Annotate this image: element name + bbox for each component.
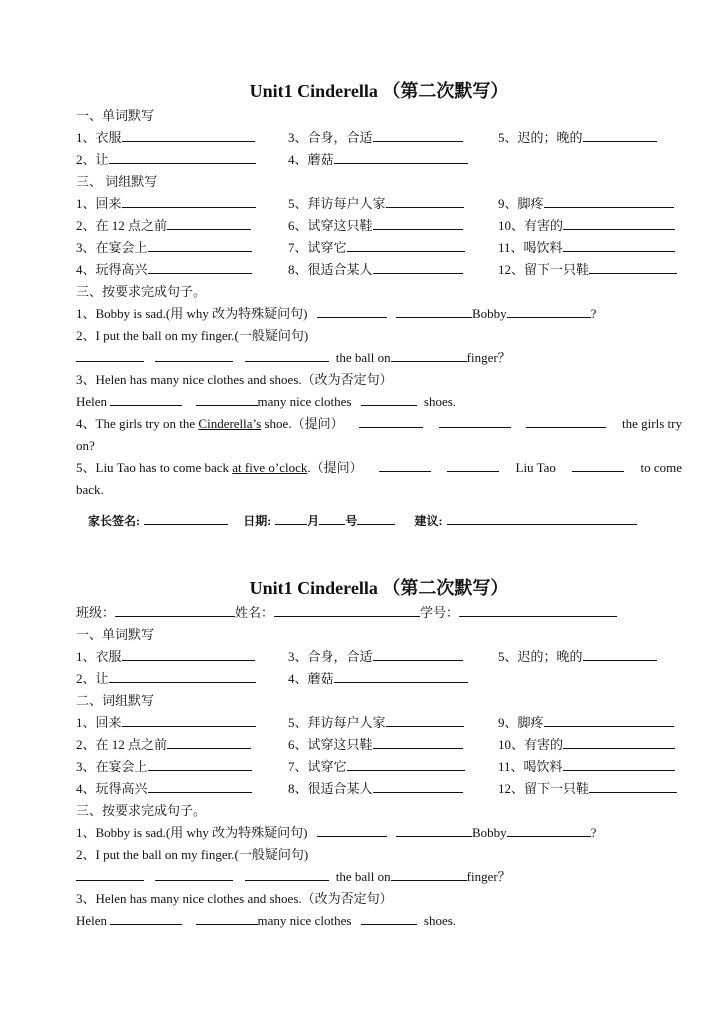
answer-blank[interactable] [589, 778, 677, 793]
name-blank[interactable] [274, 602, 420, 617]
answer-blank[interactable] [396, 303, 472, 318]
word-prompt: 1、衣服 [76, 130, 122, 145]
day-label: 号 [345, 514, 358, 528]
student-id-blank[interactable] [459, 602, 617, 617]
answer-blank[interactable] [391, 347, 467, 362]
answer-blank[interactable] [373, 127, 463, 142]
answer-blank[interactable] [245, 347, 329, 362]
answer-blank[interactable] [563, 756, 675, 771]
word-prompt: 5、迟的；晚的 [498, 649, 583, 664]
phrase-prompt: 4、玩得高兴 [76, 781, 148, 796]
phrase-prompt: 7、试穿它 [288, 759, 347, 774]
word-row [76, 668, 682, 690]
word-prompt: 4、蘑菇 [288, 671, 334, 686]
question-3: 3、Helen has many nice clothes and shoes.（改为否定句） [76, 891, 393, 906]
worksheet-1 [76, 77, 682, 532]
answer-blank[interactable] [526, 413, 606, 428]
phrase-prompt: 10、有害的 [498, 218, 564, 233]
question-2-answer [76, 866, 682, 888]
answer-blank[interactable] [373, 215, 463, 230]
advice-label: 建议: [414, 514, 443, 528]
answer-blank[interactable] [563, 734, 675, 749]
phrase-row [76, 237, 682, 259]
phrase-row [76, 734, 682, 756]
question-text: many nice clothes [257, 913, 352, 928]
question-3-answer [76, 910, 682, 932]
phrase-prompt: 11、喝饮料 [498, 240, 563, 255]
phrase-row [76, 259, 682, 281]
answer-blank[interactable] [361, 391, 417, 406]
class-blank[interactable] [115, 602, 235, 617]
day-blank[interactable] [319, 510, 345, 525]
answer-blank[interactable] [379, 457, 431, 472]
word-prompt: 3、合身，合适 [288, 649, 373, 664]
question-2: 2、I put the ball on my finger.(一般疑问句) [76, 328, 309, 343]
question-text: 4、The girls try on the [76, 416, 196, 431]
day-extra-blank[interactable] [357, 510, 395, 525]
phrase-row [76, 215, 682, 237]
answer-blank[interactable] [386, 193, 464, 208]
phrase-row [76, 193, 682, 215]
answer-blank[interactable] [155, 866, 233, 881]
answer-blank[interactable] [122, 646, 255, 661]
answer-blank[interactable] [245, 866, 329, 881]
phrase-prompt: 2、在 12 点之前 [76, 737, 168, 752]
name-label: 姓名： [235, 605, 275, 620]
answer-blank[interactable] [167, 215, 251, 230]
question-word: Helen [76, 394, 108, 409]
answer-blank[interactable] [386, 712, 464, 727]
question-4-cont: on? [76, 438, 95, 453]
word-prompt: 5、迟的；晚的 [498, 130, 583, 145]
answer-blank[interactable] [122, 712, 256, 727]
worksheet-2 [76, 574, 682, 932]
answer-blank[interactable] [396, 822, 472, 837]
section-heading: 一、单词默写 [76, 108, 155, 123]
signature-row [76, 510, 682, 532]
question-word: Bobby [471, 825, 507, 840]
section-heading: 三、 词组默写 [76, 174, 158, 189]
question-end: finger？ [466, 350, 511, 365]
question-text: the ball on [335, 350, 391, 365]
phrase-prompt: 11、喝饮料 [498, 759, 563, 774]
answer-blank[interactable] [109, 668, 256, 683]
student-id-label: 学号： [420, 605, 460, 620]
question-text: 5、Liu Tao has to come back [76, 460, 230, 475]
section-heading: 三、按要求完成句子。 [76, 284, 207, 299]
question-text: shoe.（提问） [264, 416, 344, 431]
question-text: Liu Tao [515, 460, 556, 475]
answer-blank[interactable] [110, 391, 182, 406]
question-word: Helen [76, 913, 108, 928]
question-text: many nice clothes [257, 394, 352, 409]
answer-blank[interactable] [122, 127, 255, 142]
phrase-prompt: 3、在宴会上 [76, 240, 148, 255]
answer-blank[interactable] [148, 259, 252, 274]
answer-blank[interactable] [583, 127, 657, 142]
answer-blank[interactable] [439, 413, 511, 428]
parent-signature-label: 家长签名: [88, 514, 140, 528]
question-5 [76, 457, 682, 479]
phrase-prompt: 9、脚疼 [498, 715, 544, 730]
word-row [76, 127, 682, 149]
phrase-prompt: 8、很适合某人 [288, 262, 373, 277]
answer-blank[interactable] [317, 822, 387, 837]
answer-blank[interactable] [167, 734, 251, 749]
answer-blank[interactable] [373, 778, 463, 793]
answer-blank[interactable] [148, 237, 252, 252]
answer-blank[interactable] [447, 457, 499, 472]
answer-blank[interactable] [563, 215, 675, 230]
answer-blank[interactable] [507, 303, 591, 318]
phrase-prompt: 5、拜访每户人家 [288, 715, 386, 730]
phrase-prompt: 10、有害的 [498, 737, 564, 752]
underlined-phrase: at five o’clock [232, 460, 308, 475]
phrase-row [76, 756, 682, 778]
answer-blank[interactable] [155, 347, 233, 362]
question-end: shoes. [423, 913, 457, 928]
answer-blank[interactable] [373, 646, 463, 661]
answer-blank[interactable] [359, 413, 423, 428]
word-row [76, 646, 682, 668]
word-prompt: 1、衣服 [76, 649, 122, 664]
answer-blank[interactable] [589, 259, 677, 274]
month-label: 月 [307, 514, 320, 528]
question-2: 2、I put the ball on my finger.(一般疑问句) [76, 847, 309, 862]
phrase-prompt: 8、很适合某人 [288, 781, 373, 796]
question-end: finger？ [466, 869, 511, 884]
question-end: ? [590, 306, 597, 321]
answer-blank[interactable] [563, 237, 675, 252]
answer-blank[interactable] [196, 910, 258, 925]
answer-blank[interactable] [572, 457, 624, 472]
student-info-row [76, 602, 682, 624]
class-label: 班级： [76, 605, 116, 620]
phrase-row [76, 712, 682, 734]
phrase-prompt: 5、拜访每户人家 [288, 196, 386, 211]
answer-blank[interactable] [110, 910, 182, 925]
question-1 [76, 303, 682, 325]
date-blank[interactable] [275, 510, 307, 525]
answer-blank[interactable] [148, 778, 252, 793]
question-5-cont: back. [76, 482, 104, 497]
word-prompt: 2、让 [76, 671, 109, 686]
question-text: the ball on [335, 869, 391, 884]
section-heading: 三、按要求完成句子。 [76, 803, 207, 818]
answer-blank[interactable] [583, 646, 657, 661]
answer-blank[interactable] [334, 668, 468, 683]
answer-blank[interactable] [373, 259, 463, 274]
question-text: to come [640, 460, 682, 475]
phrase-prompt: 6、试穿这只鞋 [288, 737, 373, 752]
word-prompt: 2、让 [76, 152, 109, 167]
question-2-answer [76, 347, 682, 369]
question-4 [76, 413, 682, 435]
answer-blank[interactable] [122, 193, 256, 208]
word-row [76, 149, 682, 171]
answer-blank[interactable] [109, 149, 256, 164]
phrase-prompt: 12、留下一只鞋 [498, 781, 590, 796]
answer-blank[interactable] [507, 822, 591, 837]
section-heading: 二、词组默写 [76, 693, 155, 708]
answer-blank[interactable] [317, 303, 387, 318]
answer-blank[interactable] [544, 712, 674, 727]
answer-blank[interactable] [373, 734, 463, 749]
question-text: 1、Bobby is sad.(用 why 改为特殊疑问句) [76, 825, 308, 840]
section-heading: 一、单词默写 [76, 627, 155, 642]
word-prompt: 4、蘑菇 [288, 152, 334, 167]
phrase-prompt: 7、试穿它 [288, 240, 347, 255]
phrase-prompt: 1、回来 [76, 715, 122, 730]
answer-blank[interactable] [196, 391, 258, 406]
answer-blank[interactable] [334, 149, 468, 164]
phrase-prompt: 4、玩得高兴 [76, 262, 148, 277]
phrase-prompt: 9、脚疼 [498, 196, 544, 211]
phrase-prompt: 12、留下一只鞋 [498, 262, 590, 277]
question-3: 3、Helen has many nice clothes and shoes.（改为否定句） [76, 372, 393, 387]
underlined-phrase: Cinderella’s [198, 416, 262, 431]
answer-blank[interactable] [76, 347, 144, 362]
word-prompt: 3、合身，合适 [288, 130, 373, 145]
phrase-prompt: 6、试穿这只鞋 [288, 218, 373, 233]
question-text: the girls try [622, 416, 682, 431]
answer-blank[interactable] [391, 866, 467, 881]
worksheet-title: Unit1 Cinderella （第二次默写） [249, 81, 509, 101]
phrase-prompt: 1、回来 [76, 196, 122, 211]
worksheet-title: Unit1 Cinderella （第二次默写） [249, 578, 509, 598]
parent-signature-blank[interactable] [144, 510, 228, 525]
question-end: shoes. [423, 394, 457, 409]
answer-blank[interactable] [347, 756, 465, 771]
question-text: 1、Bobby is sad.(用 why 改为特殊疑问句) [76, 306, 308, 321]
phrase-row [76, 778, 682, 800]
answer-blank[interactable] [76, 866, 144, 881]
answer-blank[interactable] [148, 756, 252, 771]
phrase-prompt: 2、在 12 点之前 [76, 218, 168, 233]
answer-blank[interactable] [361, 910, 417, 925]
answer-blank[interactable] [544, 193, 674, 208]
question-word: Bobby [471, 306, 507, 321]
date-label: 日期: [243, 514, 272, 528]
question-1 [76, 822, 682, 844]
question-3-answer [76, 391, 682, 413]
question-text: .（提问） [307, 460, 363, 475]
question-end: ? [590, 825, 597, 840]
phrase-prompt: 3、在宴会上 [76, 759, 148, 774]
answer-blank[interactable] [347, 237, 465, 252]
advice-blank[interactable] [447, 510, 637, 525]
